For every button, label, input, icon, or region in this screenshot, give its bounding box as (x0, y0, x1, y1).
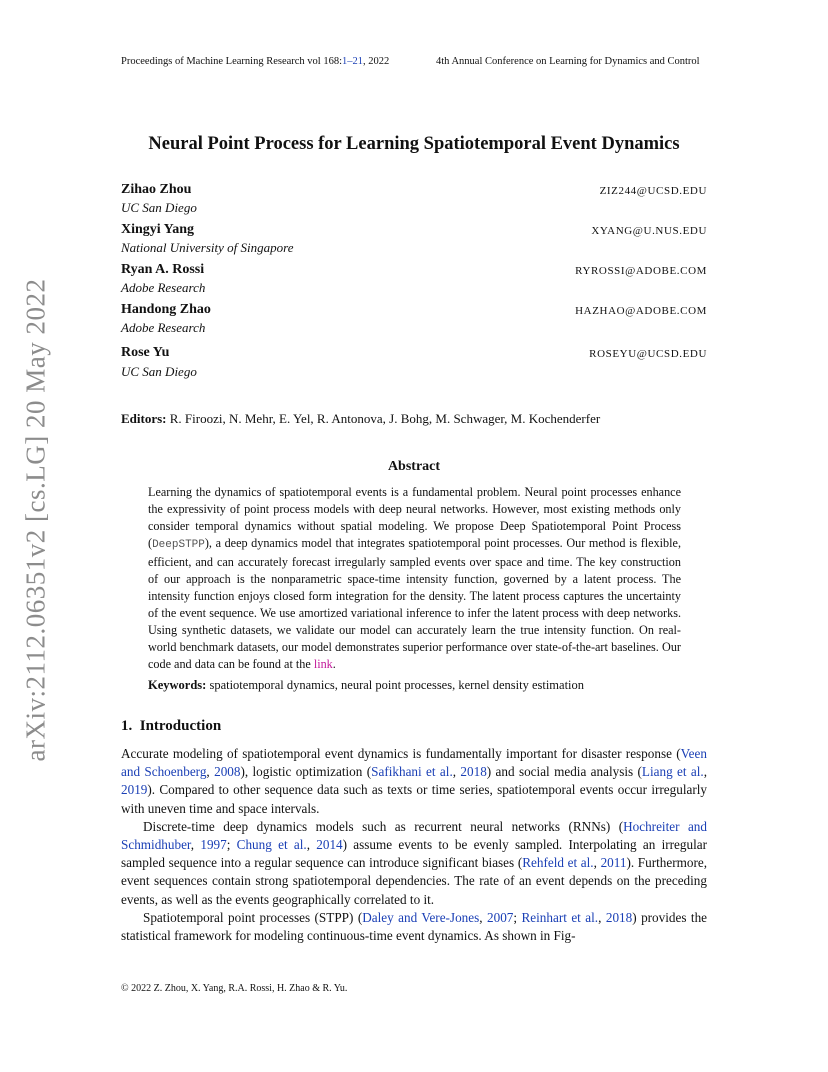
author-email[interactable]: ZIZ244@UCSD.EDU (599, 185, 707, 197)
author-email[interactable]: HAZHAO@ADOBE.COM (575, 305, 707, 317)
citation-link[interactable]: Reinhart et al. (521, 909, 599, 925)
copyright-footer: © 2022 Z. Zhou, X. Yang, R.A. Rossi, H. Zhao & R. Yu. (121, 983, 348, 994)
author-affiliation: Adobe Research (121, 280, 206, 295)
citation-link[interactable]: Liang et al. (641, 764, 704, 780)
citation-link[interactable]: 2011 (600, 855, 627, 871)
citation-link[interactable]: 2019 (121, 782, 148, 798)
author-name: Handong Zhao (121, 302, 211, 317)
paper-title: Neural Point Process for Learning Spatiotemporal Event Dynamics (148, 134, 680, 154)
author-name: Zihao Zhou (121, 182, 192, 197)
running-header-left (121, 56, 389, 67)
editors-names: R. Firoozi, N. Mehr, E. Yel, R. Antonova, J. Bohg, M. Schwager, M. Kochenderfer (169, 411, 601, 426)
keywords-text: spatiotemporal dynamics, neural point processes, kernel density estimation (209, 678, 585, 692)
citation-link[interactable]: 2007 (487, 909, 514, 925)
citation-link[interactable]: 2018 (460, 764, 487, 780)
citation-link[interactable]: Hochreiter and Schmidhuber (121, 818, 707, 853)
paragraph: Accurate modeling of spatiotemporal event dynamics is fundamentally important for disaster response (Veen and Schoenberg, 2008), logistic optimization (Safikhani et al., 2018) and social media analysis (Liang et al., 2019). Compared to other sequence data such as texts or time series, spatiotemporal events occur irregularly with uneven time and space intervals. (121, 746, 708, 816)
citation-link[interactable]: Daley and Vere-Jones (362, 909, 480, 925)
author-name: Xingyi Yang (121, 222, 195, 237)
section-heading: 1. Introduction (121, 718, 222, 734)
header-pages-link[interactable]: 1–21 (342, 56, 364, 67)
header-year: , 2022 (363, 56, 390, 67)
author-email[interactable]: RYROSSI@ADOBE.COM (575, 265, 707, 277)
abstract-heading: Abstract (387, 459, 441, 474)
running-header-right: 4th Annual Conference on Learning for Dynamics and Control (436, 56, 700, 67)
author-affiliation: UC San Diego (121, 364, 197, 379)
model-name-code: DeepSTPP (152, 539, 205, 551)
code-link[interactable]: link (313, 657, 333, 671)
citation-link[interactable]: 2014 (316, 837, 343, 853)
header-venue: Proceedings of Machine Learning Research vol 168: (121, 56, 343, 67)
author-affiliation: UC San Diego (121, 200, 197, 215)
citation-link[interactable]: 2018 (605, 909, 633, 925)
author-affiliation: National University of Singapore (121, 240, 294, 255)
citation-link[interactable]: Veen and Schoenberg (121, 746, 707, 780)
abstract-body: Learning the dynamics of spatiotemporal events is a fundamental problem. Neural point processes enhance the expressivity of point process models with deep neural networks. However, most existing methods only consider temporal dynamics without spatial modeling. We propose Deep Spatiotemporal Point Process (DeepSTPP), a deep dynamics model that integrates spatiotemporal point processes. Our method is flexible, efficient, and can accurately forecast irregularly sampled events over space and time. The key construction of our approach is the nonparametric space-time intensity function, governed by a latent process. The intensity function enjoys closed form integration for the density. The latent process captures the uncertainty of the event sequence. We use amortized variational inference to infer the latent process with deep networks. Using synthetic datasets, we validate our model can accurately learn the true intensity function. On real-world benchmark datasets, our model demonstrates superior performance over state-of-the-art baselines. Our code and data can be found at the link. (148, 485, 681, 671)
editors-label: Editors: (121, 411, 167, 426)
editors-line (121, 411, 600, 427)
citation-link[interactable]: Rehfeld et al. (522, 855, 594, 871)
introduction-body (121, 745, 707, 945)
keywords-label: Keywords: (148, 678, 207, 692)
citation-link[interactable]: 1997 (200, 837, 227, 853)
citation-link[interactable]: 2008 (214, 764, 241, 780)
paragraph: Discrete-time deep dynamics models such as recurrent neural networks (RNNs) (Hochreiter and Schmidhuber, 1997; Chung et al., 2014) assume events to be evenly sampled. Interpolating an irregular sampled sequence into a regular sequence can introduce significant biases (Rehfeld et al., 2011). Furthermore, event sequences contain strong spatiotemporal dependencies. The rate of an event depends on the preceding events, as well as the events geographically correlated to it. (121, 818, 708, 907)
author-affiliation: Adobe Research (121, 320, 206, 335)
author-name: Rose Yu (121, 345, 170, 360)
citation-link[interactable]: Safikhani et al. (371, 764, 453, 780)
author-name: Ryan A. Rossi (121, 262, 205, 277)
arxiv-watermark: arXiv:2112.06351v2 [cs.LG] 20 May 2022 (20, 278, 51, 762)
author-email[interactable]: XYANG@U.NUS.EDU (591, 225, 707, 237)
citation-link[interactable]: Chung et al. (236, 837, 307, 853)
author-email[interactable]: ROSEYU@UCSD.EDU (589, 348, 707, 360)
paragraph: Spatiotemporal point processes (STPP) (Daley and Vere-Jones, 2007; Reinhart et al., 2018) provides the statistical framework for modeling continuous-time event dynamics. As shown in Fig- (121, 909, 708, 944)
keywords-line (148, 678, 708, 693)
